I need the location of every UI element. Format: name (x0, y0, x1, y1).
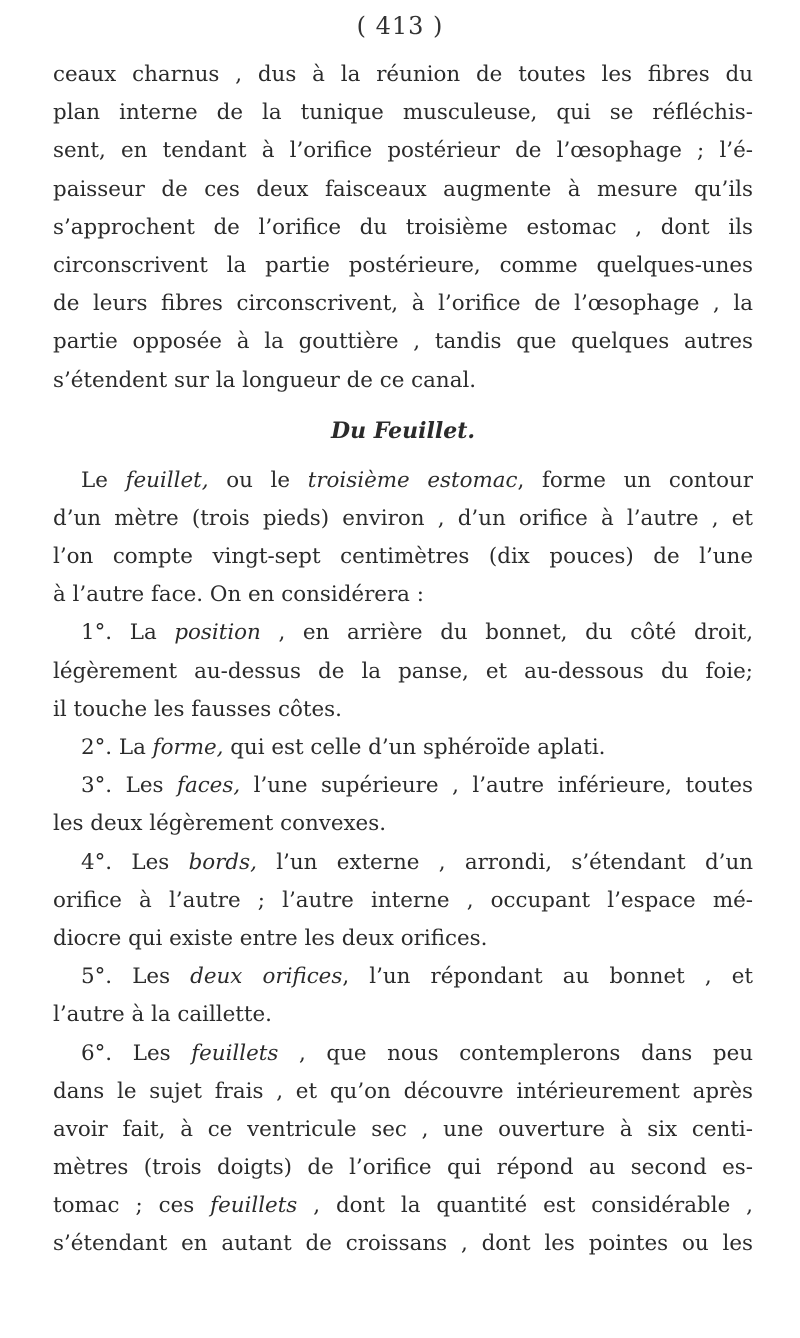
text-run: à l’autre face. On en considérera : (53, 582, 424, 608)
body-text (53, 56, 753, 1264)
paragraph-feuillet (53, 462, 753, 1264)
text-line (53, 691, 753, 729)
italic-term: feuillets (210, 1193, 298, 1219)
italic-term: troisième estomac (307, 467, 518, 493)
page-number: ( 413 ) (356, 12, 444, 40)
text-line (53, 94, 753, 132)
text-run: 5°. Les (81, 964, 191, 990)
text-run: ou le (208, 467, 308, 493)
text-line (53, 729, 753, 767)
text-run: , que nous contemplerons dans peu (278, 1040, 754, 1066)
text-run: sent, en tendant à l’orifice postérieur de l’œsophage ; l’é- (53, 138, 753, 164)
text-line (53, 958, 753, 996)
text-run: 4°. Les (81, 849, 189, 875)
text-run: qui est celle d’un sphéroïde aplati. (223, 735, 606, 760)
text-run: 3°. Les (81, 773, 178, 799)
text-line (53, 209, 753, 247)
text-line (53, 805, 753, 843)
text-run: ceaux charnus , dus à la réunion de toutes les fibres du (53, 62, 753, 87)
text-line (53, 1225, 753, 1263)
text-run: les deux légèrement convexes. (53, 811, 386, 837)
text-line (53, 996, 753, 1034)
italic-term: feuillet, (125, 467, 209, 493)
text-run: Le (81, 467, 126, 493)
text-run: l’on compte vingt-sept centimètres (dix pouces) de l’une (53, 544, 753, 570)
text-line (53, 462, 753, 500)
text-run: diocre qui existe entre les deux orifices. (53, 925, 488, 951)
text-run: de leurs fibres circonscrivent, à l’orifice de l’œsophage , la (53, 291, 753, 317)
text-run: 2°. La (81, 735, 153, 760)
italic-term: faces, (177, 773, 241, 799)
text-run: l’autre à la caillette. (53, 1002, 272, 1028)
text-run: s’approchent de l’orifice du troisième estomac , dont ils (53, 214, 753, 240)
text-line (53, 500, 753, 538)
text-run: plan interne de la tunique musculeuse, qui se réfléchis- (53, 100, 753, 126)
text-run: , en arrière du bonnet, du côté droit, (260, 620, 753, 646)
text-run: 1°. La (81, 620, 175, 646)
text-line (53, 132, 753, 170)
text-line (53, 56, 753, 94)
text-run: s’étendent sur la longueur de ce canal. (53, 367, 477, 393)
text-run: , l’un répondant au bonnet , et (342, 964, 753, 990)
text-line (53, 767, 753, 805)
text-line (53, 171, 753, 209)
text-run: l’un externe , arrondi, s’étendant d’un (256, 849, 754, 875)
text-line (53, 653, 753, 691)
text-line (53, 614, 753, 652)
text-run: l’une supérieure , l’autre inférieure, toutes (240, 773, 753, 799)
text-line (53, 576, 753, 614)
text-line (53, 1187, 753, 1225)
text-line (53, 538, 753, 576)
text-line (53, 920, 753, 958)
italic-term: bords, (188, 849, 257, 875)
text-run: d’un mètre (trois pieds) environ , d’un orifice à l’autre , et (53, 505, 753, 531)
text-line (53, 1149, 753, 1187)
text-run: 6°. Les (81, 1040, 192, 1066)
text-line (53, 362, 753, 400)
section-heading: Du Feuillet. (330, 417, 476, 444)
text-run: dans le sujet frais , et qu’on découvre intérieurement après (53, 1078, 753, 1104)
paragraph-continuation (53, 56, 753, 400)
text-run: s’étendant en autant de croissans , dont les pointes ou les (53, 1231, 753, 1257)
text-run: , forme un contour (517, 467, 754, 493)
text-line (53, 882, 753, 920)
text-run: légèrement au-dessus de la panse, et au-dessous du foie; (53, 658, 753, 684)
text-run: avoir fait, à ce ventricule sec , une ouverture à six centi- (53, 1116, 753, 1142)
italic-term: forme, (152, 735, 224, 760)
text-line (53, 323, 753, 361)
text-line (53, 1035, 753, 1073)
italic-term: deux orifices (190, 964, 343, 990)
text-line (53, 247, 753, 285)
text-run: , dont la quantité est considérable , (297, 1193, 753, 1219)
text-run: circonscrivent la partie postérieure, comme quelques-unes (53, 252, 753, 278)
text-run: mètres (trois doigts) de l’orifice qui répond au second es- (53, 1155, 753, 1181)
text-run: orifice à l’autre ; l’autre interne , occupant l’espace mé- (53, 887, 753, 913)
italic-term: feuillets (191, 1040, 279, 1066)
text-run: tomac ; ces (53, 1193, 211, 1219)
text-line (53, 1073, 753, 1111)
text-line (53, 844, 753, 882)
text-run: paisseur de ces deux faisceaux augmente à mesure qu’ils (53, 176, 753, 202)
text-run: il touche les fausses côtes. (53, 696, 342, 722)
text-line (53, 1111, 753, 1149)
italic-term: position (174, 620, 261, 646)
text-run: partie opposée à la gouttière , tandis que quelques autres (53, 329, 753, 355)
text-line (53, 285, 753, 323)
